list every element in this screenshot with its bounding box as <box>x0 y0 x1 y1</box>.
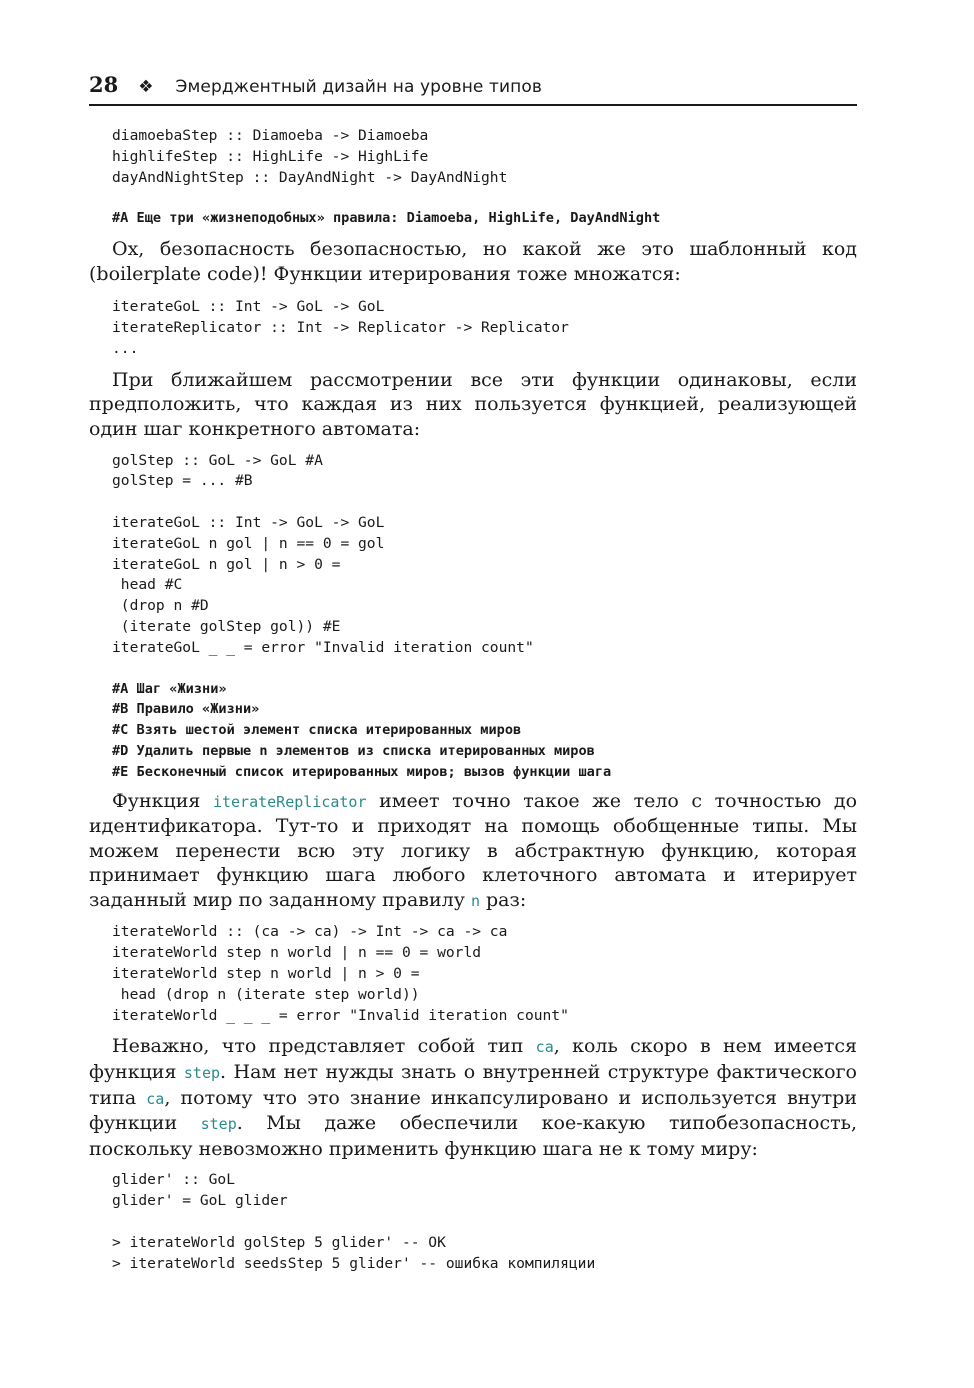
code-line: iterateWorld step n world | n == 0 = world <box>112 944 482 962</box>
ornament-icon: ❖ <box>138 77 154 97</box>
code-line: > iterateWorld seedsStep 5 glider' -- ошибка компиляции <box>112 1254 596 1272</box>
code-line: highlifeStep :: HighLife -> HighLife <box>112 147 429 165</box>
code-line: iterateGoL :: Int -> GoL -> GoL <box>112 298 385 316</box>
code-line: glider' :: GoL <box>112 1171 236 1189</box>
code-line: #A Шаг «Жизни» <box>112 680 227 697</box>
book-page <box>89 72 857 1274</box>
inline-code-step-2: step <box>200 1115 237 1134</box>
paragraph-type-ca: Неважно, что представляет собой тип ca, коль скоро в нем имеется функция step. Нам нет нужды знать о внутренней структуре фактического типа ca, потому что это знание инкапсулировано и используется внутри функции step. Мы даже обеспечили кое-какую типобезопасность, поскольку невозможно применить функцию шага не к тому миру: <box>89 1035 858 1160</box>
paragraph-generic-types: Функция iterateReplicator имеет точно такое же тело с точностью до идентификатора. Тут-то и приходят на помощь обобщенные типы. Мы можем перенести всю эту логику в абстрактную функцию, которая принимает функцию шага любого клеточного автомата и итерирует заданный мир по заданному правилу n раз: <box>89 789 858 911</box>
code-line: ... <box>112 339 139 357</box>
code-line: #E Бесконечный список итерированных миров; вызов функции шага <box>112 763 612 780</box>
code-block-iterate-gol <box>89 451 857 659</box>
page-number: 28 <box>89 72 119 97</box>
code-line: #D Удалить первые n элементов из списка итерированных миров <box>112 742 595 759</box>
code-line: golStep :: GoL -> GoL #A <box>112 451 323 469</box>
inline-code-step: step <box>183 1064 221 1083</box>
code-line: head (drop n (iterate step world)) <box>112 985 420 1003</box>
paragraph-step-functions: При ближайшем рассмотрении все эти функции одинаковы, если предположить, что каждая из них пользуется функцией, реализующей один шаг конкретного автомата: <box>89 368 857 440</box>
code-line: iterateWorld _ _ _ = error "Invalid iteration count" <box>112 1006 569 1024</box>
code-line: diamoebaStep :: Diamoeba -> Diamoeba <box>112 127 429 144</box>
code-line: #B Правило «Жизни» <box>112 701 260 718</box>
running-header <box>89 72 857 106</box>
code-line: dayAndNightStep :: DayAndNight -> DayAndNight <box>112 168 508 186</box>
inline-code-ca-2: ca <box>146 1089 165 1108</box>
inline-code-iterate-replicator: iterateReplicator <box>212 792 367 811</box>
code-line: #C Взять шестой элемент списка итерированных миров <box>112 722 522 739</box>
code-line: (drop n #D <box>112 597 209 615</box>
code-line: iterateReplicator :: Int -> Replicator -> Replicator <box>112 319 569 337</box>
code-line: #A Еще три «жизнеподобных» правила: Diamoeba, HighLife, DayAndNight <box>112 210 661 227</box>
code-line: head #C <box>112 576 183 594</box>
code-line: iterateGoL n gol | n > 0 = <box>112 555 341 573</box>
code-line: iterateWorld step n world | n > 0 = <box>112 965 420 983</box>
code-line: > iterateWorld golStep 5 glider' -- OK <box>112 1233 446 1251</box>
code-line: golStep = ... #B <box>112 472 253 490</box>
chapter-title: Эмерджентный дизайн на уровне типов <box>175 77 542 97</box>
code-annotations-1 <box>89 208 857 229</box>
code-line: glider' = GoL glider <box>112 1192 288 1210</box>
paragraph-boilerplate: Ох, безопасность безопасностью, но какой же это шаблонный код (boilerplate code)! Функции итерирования тоже множатся: <box>89 238 857 285</box>
code-line: iterateGoL n gol | n == 0 = gol <box>112 534 385 552</box>
code-line: iterateWorld :: (ca -> ca) -> Int -> ca -> ca <box>112 923 508 941</box>
code-annotations-3 <box>89 679 857 783</box>
code-line: iterateGoL _ _ = error "Invalid iteration count" <box>112 638 534 656</box>
code-block-iterate-functions <box>89 297 857 359</box>
code-block-iterate-world <box>89 922 857 1026</box>
inline-code-n: n <box>470 891 480 910</box>
code-block-glider <box>89 1170 857 1274</box>
code-line: (iterate golStep gol)) #E <box>112 617 341 635</box>
inline-code-ca: ca <box>535 1038 554 1057</box>
code-line: iterateGoL :: Int -> GoL -> GoL <box>112 513 385 531</box>
code-block-step-signatures <box>89 126 857 188</box>
